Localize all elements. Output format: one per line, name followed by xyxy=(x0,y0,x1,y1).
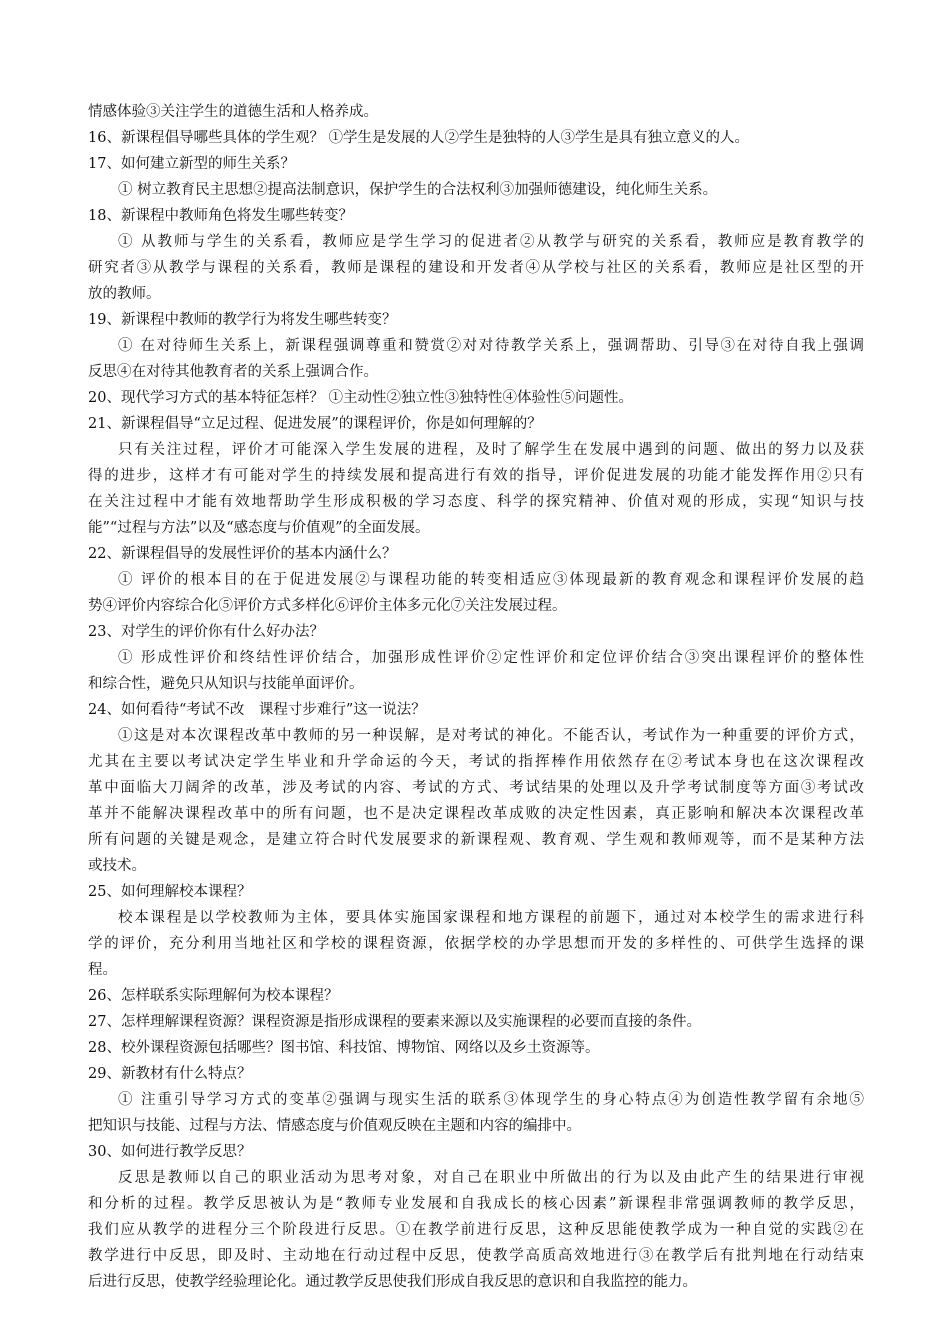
text-line: 和综合性，避免只从知识与技能单面评价。 xyxy=(88,676,364,692)
text-line: 22、新课程倡导的发展性评价的基本内涵什么？ xyxy=(88,546,397,562)
text-line: 所有问题的关键是观念，是建立符合时代发展要求的新课程观、教育观、学生观和教师观等，而不是某种方法 xyxy=(88,832,864,848)
text-line: ① 树立教育民主思想②提高法制意识，保护学生的合法权利③加强师德建设，纯化师生关系。 xyxy=(118,182,718,198)
text-line: 29、新教材有什么特点？ xyxy=(88,1066,252,1082)
text-line: 得的进步，这样才有可能对学生的持续发展和提高进行有效的指导，评价促进发展的功能才能发挥作用②只有 xyxy=(88,468,864,484)
text-line: 教学进行中反思，即及时、主动地在行动过程中反思，使教学高质高效地进行③在教学后有批判地在行动结束 xyxy=(88,1248,864,1264)
text-line: 我们应从教学的进程分三个阶段进行反思。①在教学前进行反思，这种反思能使教学成为一种自觉的实践②在 xyxy=(88,1222,864,1238)
text-line: 30、如何进行教学反思？ xyxy=(88,1144,252,1160)
text-line: 25、如何理解校本课程？ xyxy=(88,884,252,900)
text-line: 只有关注过程，评价才可能深入学生发展的进程，及时了解学生在发展中遇到的问题、做出的努力以及获 xyxy=(118,442,864,458)
text-line: 19、新课程中教师的教学行为将发生哪些转变？ xyxy=(88,312,397,328)
text-line: 把知识与技能、过程与方法、情感态度与价值观反映在主题和内容的编排中。 xyxy=(88,1118,581,1134)
text-line: 或技术。 xyxy=(88,858,146,874)
text-line: ① 评价的根本目的在于促进发展②与课程功能的转变相适应③体现最新的教育观念和课程评价发展的趋 xyxy=(118,572,864,588)
text-line: 18、新课程中教师角色将发生哪些转变？ xyxy=(88,208,353,224)
text-line: 21、新课程倡导“立足过程、促进发展”的课程评价，你是如何理解的？ xyxy=(88,416,542,432)
text-line: ①这是对本次课程改革中教师的另一种误解，是对考试的神化。不能否认，考试作为一种重要的评价方式， xyxy=(118,728,864,744)
text-line: 20、现代学习方式的基本特征怎样？ ①主动性②独立性③独特性④体验性⑤问题性。 xyxy=(88,390,634,406)
text-line: 校本课程是以学校教师为主体，要具体实施国家课程和地方课程的前题下，通过对本校学生的需求进行科 xyxy=(118,910,864,926)
text-line: ① 从教师与学生的关系看，教师应是学生学习的促进者②从教学与研究的关系看，教师应是教育教学的 xyxy=(118,234,864,250)
text-line: 程。 xyxy=(88,962,117,978)
text-line: ① 形成性评价和终结性评价结合，加强形成性评价②定性评价和定位评价结合③突出课程评价的整体性 xyxy=(118,650,864,666)
text-line: 学的评价，充分利用当地社区和学校的课程资源，依据学校的办学思想而开发的多样性的、可供学生选择的课 xyxy=(88,936,864,952)
text-line: 能”“过程与方法”以及“感态度与价值观”的全面发展。 xyxy=(88,520,430,536)
text-line: 尤其在主要以考试决定学生毕业和升学命运的今天，考试的指挥棒作用依然存在②考试本身也在这次课程改 xyxy=(88,754,864,770)
text-line: 16、新课程倡导哪些具体的学生观？ ①学生是发展的人②学生是独特的人③学生是具有独立意义的人。 xyxy=(88,130,750,146)
text-line: 反思是教师以自己的职业活动为思考对象，对自己在职业中所做出的行为以及由此产生的结果进行审视 xyxy=(118,1170,864,1186)
text-line: 28、校外课程资源包括哪些？图书馆、科技馆、博物馆、网络以及乡土资源等。 xyxy=(88,1040,600,1056)
text-line: 研究者③从教学与课程的关系看，教师是课程的建设和开发者④从学校与社区的关系看，教师应是社区型的开 xyxy=(88,260,864,276)
text-line: 在关注过程中才能有效地帮助学生形成积极的学习态度、科学的探究精神、价值对观的形成，实现“知识与技 xyxy=(88,494,864,510)
text-line: 和分析的过程。教学反思被认为是“教师专业发展和自我成长的核心因素”新课程非常强调教师的教学反思， xyxy=(88,1196,864,1212)
text-line: 17、如何建立新型的师生关系？ xyxy=(88,156,295,172)
text-line: 放的教师。 xyxy=(88,286,161,302)
text-line: 反思④在对待其他教育者的关系上强调合作。 xyxy=(88,364,378,380)
document-page xyxy=(88,99,864,1295)
text-line: 革并不能解决课程改革中的所有问题，也不是决定课程改革成败的决定性因素，真正影响和解决本次课程改革 xyxy=(88,806,864,822)
text-line: 情感体验③关注学生的道德生活和人格养成。 xyxy=(88,104,378,120)
text-line: 26、怎样联系实际理解何为校本课程？ xyxy=(88,988,339,1004)
text-line: 27、怎样理解课程资源？课程资源是指形成课程的要素来源以及实施课程的必要而直接的条件。 xyxy=(88,1014,701,1030)
text-line: ① 注重引导学习方式的变革②强调与现实生活的联系③体现学生的身心特点④为创造性教学留有余地⑤ xyxy=(118,1092,864,1108)
text-line: 后进行反思，使教学经验理论化。通过教学反思使我们形成自我反思的意识和自我监控的能力。 xyxy=(88,1274,697,1290)
text-line: 24、如何看待“考试不改 课程寸步难行”这一说法？ xyxy=(88,702,426,718)
text-line: 势④评价内容综合化⑤评价方式多样化⑥评价主体多元化⑦关注发展过程。 xyxy=(88,598,567,614)
text-line: 革中面临大刀阔斧的改革，涉及考试的内容、考试的方式、考试结果的处理以及升学考试制度等方面③考试改 xyxy=(88,780,864,796)
text-line: ① 在对待师生关系上，新课程强调尊重和赞赏②对对待教学关系上，强调帮助、引导③在对待自我上强调 xyxy=(118,338,864,354)
text-line: 23、对学生的评价你有什么好办法？ xyxy=(88,624,324,640)
